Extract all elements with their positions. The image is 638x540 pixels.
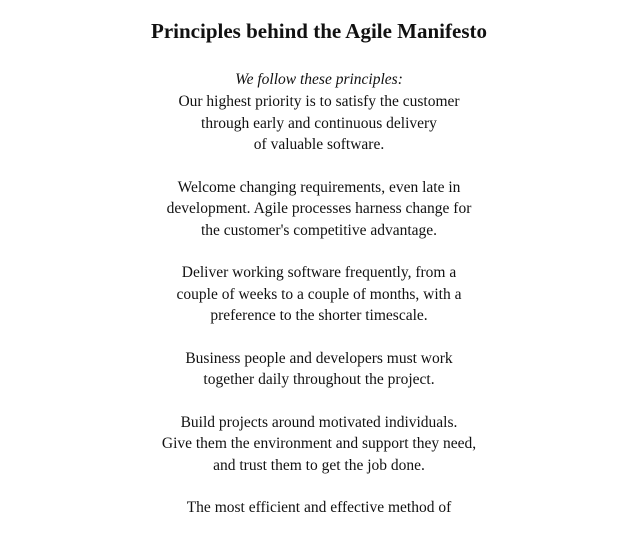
principle-2 xyxy=(0,177,638,242)
principle-line: the customer's competitive advantage. xyxy=(200,221,438,239)
principle-line: Deliver working software frequently, from a xyxy=(181,264,457,281)
principle-6 xyxy=(0,497,638,519)
principle-line: preference to the shorter timescale. xyxy=(210,307,428,324)
principle-line: couple of weeks to a couple of months, with a xyxy=(176,285,462,303)
principle-line: Business people and developers must work xyxy=(185,349,453,367)
principle-line: Our highest priority is to satisfy the customer xyxy=(178,93,460,110)
principle-line: Give them the environment and support they need, xyxy=(161,435,477,452)
principle-line: development. Agile processes harness change for xyxy=(166,200,472,217)
page-title: Principles behind the Agile Manifesto xyxy=(151,19,487,43)
principle-line: The most efficient and effective method of xyxy=(186,499,452,516)
principle-line: Welcome changing requirements, even late in xyxy=(177,178,461,196)
principle-4 xyxy=(0,348,638,391)
intro-text: We follow these principles: xyxy=(235,71,403,88)
principle-line: together daily throughout the project. xyxy=(203,371,435,388)
principle-line: Build projects around motivated individuals. xyxy=(180,413,458,431)
principle-5 xyxy=(0,412,638,477)
principle-3 xyxy=(0,262,638,327)
principles-list xyxy=(0,91,638,540)
principle-1 xyxy=(0,91,638,156)
principle-line: through early and continuous delivery xyxy=(201,114,437,132)
principle-line: and trust them to get the job done. xyxy=(213,456,425,474)
principle-line: of valuable software. xyxy=(253,136,385,153)
